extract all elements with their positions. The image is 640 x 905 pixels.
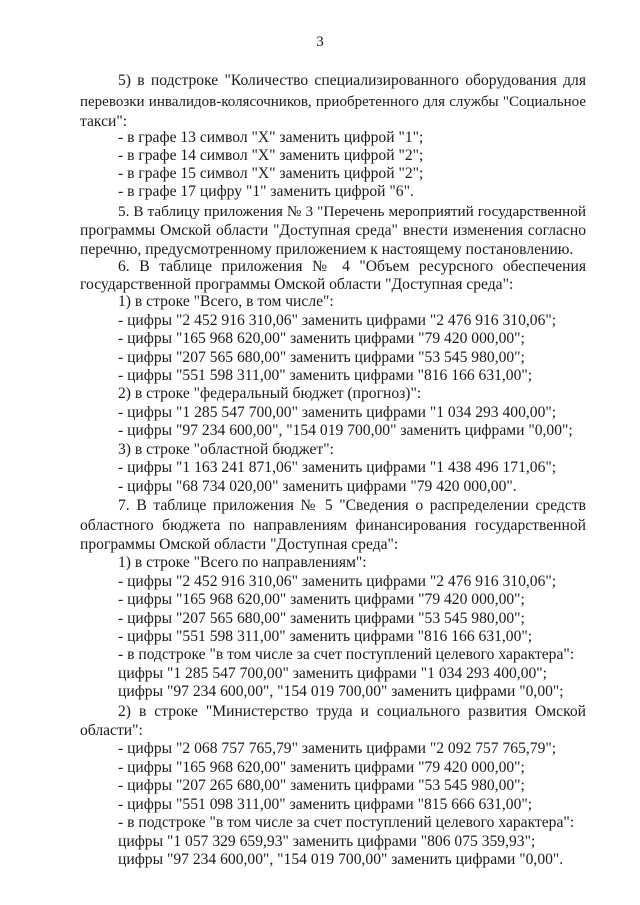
text-line: 3) в строке "областной бюджет":	[118, 441, 334, 458]
text-line: - цифры "207 565 680,00" заменить цифрами "53 545 980,00";	[118, 610, 525, 627]
text-line: - в графе 14 символ "Х" заменить цифрой "2";	[118, 147, 424, 164]
text-line: - цифры "207 265 680,00" заменить цифрами "53 545 980,00";	[118, 777, 525, 794]
text-line: - цифры "165 968 620,00" заменить цифрами "79 420 000,00";	[118, 330, 525, 347]
text-line: 2) в строке "Министерство труда и социального развития Омской	[118, 703, 586, 720]
text-line: цифры "1 057 329 659,93" заменить цифрами "806 075 359,93";	[118, 833, 536, 850]
text-line: области":	[80, 722, 143, 739]
text-line: - цифры "1 285 547 700,00" заменить цифрами "1 034 293 400,00";	[118, 404, 557, 421]
text-line: - цифры "97 234 600,00", "154 019 700,00" заменить цифрами "0,00";	[118, 422, 573, 439]
text-line: - цифры "165 968 620,00" заменить цифрами "79 420 000,00";	[118, 759, 525, 776]
text-line: - цифры "165 968 620,00" заменить цифрами "79 420 000,00";	[118, 591, 525, 608]
text-line: 5. В таблицу приложения № 3 "Перечень мероприятий государственной	[118, 203, 586, 220]
page-number: 3	[316, 34, 324, 50]
text-line: - цифры "2 068 757 765,79" заменить цифрами "2 092 757 765,79";	[118, 740, 557, 757]
text-line: - цифры "207 565 680,00" заменить цифрами "53 545 980,00";	[118, 349, 525, 366]
text-line: такси":	[80, 113, 128, 130]
text-line: - в графе 13 символ "Х" заменить цифрой "1";	[118, 129, 424, 146]
text-line: - цифры "2 452 916 310,06" заменить цифрами "2 476 916 310,06";	[118, 573, 557, 590]
text-line: перевозки инвалидов-колясочников, приобретенного для службы "Социальное	[80, 94, 586, 110]
text-line: - в подстроке "в том числе за счет поступлений целевого характера":	[118, 646, 575, 663]
text-line: - цифры "68 734 020,00" заменить цифрами "79 420 000,00".	[118, 478, 517, 495]
text-line: программы Омской области "Доступная среда":	[80, 536, 399, 553]
text-line: 1) в строке "Всего по направлениям":	[118, 554, 367, 571]
text-line: цифры "97 234 600,00", "154 019 700,00" заменить цифрами "0,00".	[118, 851, 564, 868]
text-line: - цифры "551 598 311,00" заменить цифрами "816 166 631,00";	[118, 367, 533, 384]
text-line: программы Омской области "Доступная среда" внести изменения согласно	[80, 222, 586, 239]
text-line: - цифры "551 598 311,00" заменить цифрами "816 166 631,00";	[118, 628, 533, 645]
text-line: цифры "1 285 547 700,00" заменить цифрами "1 034 293 400,00";	[118, 665, 547, 682]
text-line: 1) в строке "Всего, в том числе":	[118, 293, 334, 310]
text-line: перечню, предусмотренному приложением к настоящему постановлению.	[80, 241, 574, 258]
text-line: - в графе 15 символ "Х" заменить цифрой "2";	[118, 165, 424, 182]
text-line: цифры "97 234 600,00", "154 019 700,00" заменить цифрами "0,00";	[118, 683, 564, 700]
text-line: государственной программы Омской области "Доступная среда":	[80, 276, 514, 293]
text-line: 6. В таблице приложения № 4 "Объем ресурсного обеспечения	[118, 258, 586, 275]
text-line: 5) в подстроке "Количество специализированного оборудования для	[118, 72, 586, 89]
text-line: 2) в строке "федеральный бюджет (прогноз)":	[118, 385, 422, 402]
text-line: областного бюджета по направлениям финансирования государственной	[80, 517, 586, 534]
text-line: 7. В таблице приложения № 5 "Сведения о распределении средств	[118, 497, 586, 514]
text-line: - в графе 17 цифру "1" заменить цифрой "6".	[118, 183, 414, 200]
text-line: - цифры "551 098 311,00" заменить цифрами "815 666 631,00";	[118, 796, 533, 813]
text-line: - цифры "2 452 916 310,06" заменить цифрами "2 476 916 310,06";	[118, 312, 557, 329]
text-line: - цифры "1 163 241 871,06" заменить цифрами "1 438 496 171,06";	[118, 459, 557, 476]
text-line: - в подстроке "в том числе за счет поступлений целевого характера":	[118, 814, 575, 831]
